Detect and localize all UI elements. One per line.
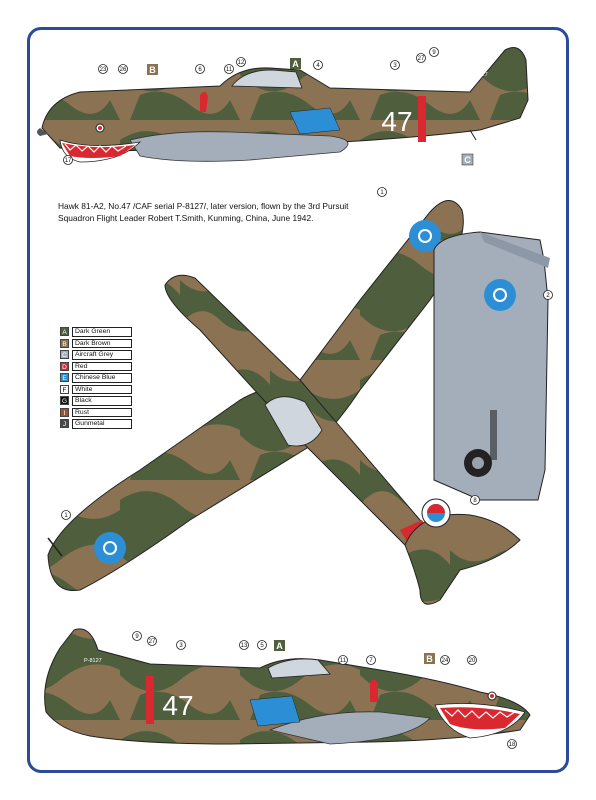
svg-text:13: 13 — [240, 643, 248, 649]
callout-marker — [314, 61, 323, 70]
callout-marker — [339, 656, 348, 665]
svg-text:27: 27 — [148, 639, 156, 645]
svg-text:18: 18 — [508, 742, 516, 748]
legend-label: White — [72, 385, 132, 395]
legend-row — [60, 349, 132, 361]
callout-marker — [119, 65, 128, 74]
legend-label: Gunmetal — [72, 419, 132, 429]
svg-text:6: 6 — [198, 67, 202, 73]
callout-marker — [544, 291, 553, 300]
callout-marker — [99, 65, 108, 74]
legend-label: Chinese Blue — [72, 373, 132, 383]
callout-marker — [417, 54, 426, 63]
callout-marker — [430, 48, 439, 57]
legend-label: Dark Green — [72, 327, 132, 337]
legend-swatch: E — [60, 373, 69, 382]
callout-marker — [237, 58, 246, 67]
svg-text:5: 5 — [260, 643, 264, 649]
svg-text:20: 20 — [468, 658, 476, 664]
legend-label: Dark Brown — [72, 339, 132, 349]
legend-label: Rust — [72, 408, 132, 418]
legend-label: Red — [72, 362, 132, 372]
aircraft-number: 47 — [381, 106, 413, 137]
legend-swatch: B — [60, 339, 69, 348]
callout-marker — [468, 656, 477, 665]
legend-row — [60, 326, 132, 338]
callout-marker — [274, 640, 285, 651]
callout-marker — [378, 188, 387, 197]
callout-marker — [391, 61, 400, 70]
legend-row — [60, 384, 132, 396]
svg-text:9: 9 — [135, 634, 139, 640]
legend-row — [60, 361, 132, 373]
callout-marker — [441, 656, 450, 665]
callout-marker — [258, 641, 267, 650]
svg-text:11: 11 — [339, 658, 347, 664]
serial-label: P-8127 — [470, 72, 488, 78]
svg-text:9: 9 — [432, 50, 436, 56]
callout-marker — [133, 632, 142, 641]
svg-text:3: 3 — [179, 643, 183, 649]
underside-view — [422, 232, 550, 527]
svg-text:1: 1 — [64, 513, 68, 519]
svg-text:1: 1 — [380, 190, 384, 196]
svg-text:B: B — [426, 654, 433, 664]
callout-marker — [62, 511, 71, 520]
callout-marker — [367, 656, 376, 665]
legend-label: Black — [72, 396, 132, 406]
legend-row — [60, 338, 132, 350]
svg-text:4: 4 — [316, 63, 320, 69]
callout-marker — [225, 65, 234, 74]
serial-label: P-8127 — [84, 658, 102, 664]
svg-text:2: 2 — [546, 293, 550, 299]
svg-text:23: 23 — [99, 67, 107, 73]
svg-text:A: A — [292, 59, 299, 69]
aircraft-caption: Hawk 81-A2, No.47 /CAF serial P-8127/, later version, flown by the 3rd Pursuit Squadron Flight Leader Robert T.Smith, Kunming, China, June 1942. — [58, 201, 349, 223]
callout-marker — [462, 154, 473, 165]
svg-text:27: 27 — [417, 56, 425, 62]
legend-swatch: A — [60, 327, 69, 336]
svg-text:C: C — [464, 155, 471, 165]
svg-text:11: 11 — [225, 67, 233, 73]
svg-text:8: 8 — [473, 498, 477, 504]
legend-swatch: F — [60, 385, 69, 394]
legend-swatch: C — [60, 350, 69, 359]
legend-row — [60, 418, 132, 430]
color-legend — [60, 326, 132, 430]
legend-row — [60, 395, 132, 407]
legend-swatch: D — [60, 362, 69, 371]
legend-swatch: I — [60, 408, 69, 417]
callout-marker — [424, 653, 435, 664]
callout-marker — [508, 740, 517, 749]
legend-swatch: J — [60, 419, 69, 428]
svg-text:24: 24 — [441, 658, 449, 664]
legend-label: Aircraft Grey — [72, 350, 132, 360]
callout-marker — [240, 641, 249, 650]
legend-row — [60, 407, 132, 419]
svg-text:7: 7 — [369, 658, 373, 664]
svg-text:12: 12 — [237, 60, 245, 66]
callout-marker — [148, 637, 157, 646]
svg-text:26: 26 — [119, 67, 127, 73]
svg-text:17: 17 — [64, 158, 72, 164]
callout-marker — [290, 58, 301, 69]
callout-marker — [177, 641, 186, 650]
svg-text:B: B — [149, 65, 156, 75]
legend-swatch: G — [61, 398, 68, 406]
bottom-profile — [45, 629, 530, 744]
callout-marker — [64, 156, 73, 165]
legend-row — [60, 372, 132, 384]
svg-text:A: A — [276, 641, 283, 651]
callout-marker — [147, 64, 158, 75]
callout-marker — [471, 496, 480, 505]
callout-marker — [196, 65, 205, 74]
svg-text:3: 3 — [393, 63, 397, 69]
aircraft-number: 47 — [162, 690, 194, 721]
top-profile — [37, 48, 528, 162]
